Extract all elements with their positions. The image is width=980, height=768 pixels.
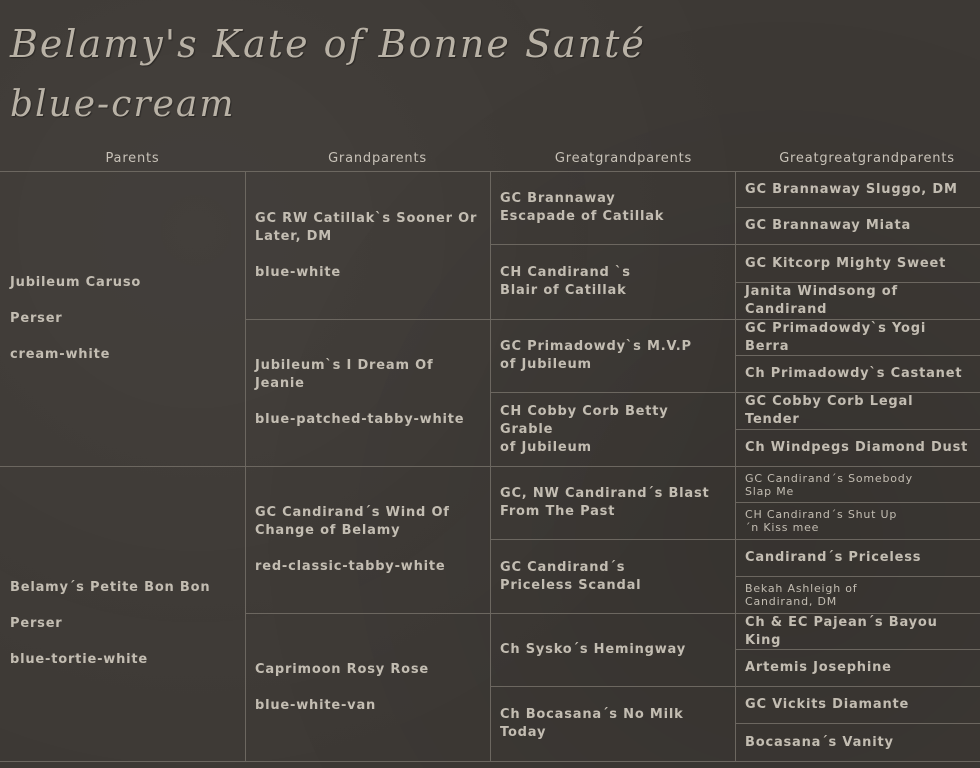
greatgrandparent-cell: CH Cobby Corb Betty Grable of Jubileum [500, 403, 669, 455]
grandparent-cell [245, 614, 490, 761]
greatgrandparent-cell: CH Candirand `s Blair of Catillak [500, 265, 631, 298]
greatgrandparent-cell: GC, NW Candirand´s Blast From The Past [500, 486, 710, 519]
parent-name: Jubileum Caruso [10, 275, 142, 290]
header-greatgrandparents: Greatgrandparents [554, 151, 693, 166]
grandparent-cell [245, 172, 490, 319]
greatgreatgrandparent-cell: Janita Windsong of Candirand [745, 284, 898, 317]
parent-breed: Perser [10, 311, 63, 326]
grandparent-cell [245, 467, 490, 613]
grandparent-color: blue-white [255, 264, 341, 280]
header-parents: Parents [105, 151, 160, 166]
grandparent-color: blue-white-van [255, 697, 377, 713]
greatgreatgrandparent-cell: GC Candirand´s Somebody Slap Me [745, 471, 913, 498]
grandparent-name: Caprimoon Rosy Rose [255, 661, 430, 677]
cat-color: blue-cream [10, 84, 236, 125]
grandparent-color: blue-patched-tabby-white [255, 412, 465, 427]
greatgrandparent-cell: GC Brannaway Escapade of Catillak [500, 191, 665, 224]
pedigree-bottom-rule [0, 761, 980, 762]
grandparent-color: red-classic-tabby-white [255, 559, 446, 574]
grandparent-name: Jubileum`s I Dream Of Jeanie [255, 358, 434, 391]
greatgrandparent-cell: Ch Bocasana´s No Milk Today [500, 707, 684, 740]
greatgreatgrandparent-cell: GC Brannaway Miata [745, 218, 912, 233]
grandparent-name: GC Candirand´s Wind Of Change of Belamy [255, 505, 450, 538]
parent-color: blue-tortie-white [10, 652, 149, 667]
parent-sire [0, 172, 245, 466]
greatgreatgrandparent-cell: Bekah Ashleigh of Candirand, DM [745, 582, 858, 608]
greatgreatgrandparent-cell: GC Kitcorp Mighty Sweet [745, 255, 947, 271]
grandparent-name: GC RW Catillak`s Sooner Or Later, DM [255, 210, 478, 244]
header-greatgreatgrandparents: Greatgreatgrandparents [779, 151, 955, 166]
greatgreatgrandparent-cell: Ch Windpegs Diamond Dust [745, 440, 969, 455]
greatgreatgrandparent-cell: GC Vickits Diamante [745, 697, 910, 712]
greatgreatgrandparent-cell: Candirand´s Priceless [745, 550, 922, 565]
greatgreatgrandparent-cell: Ch & EC Pajean´s Bayou King [745, 614, 938, 648]
greatgreatgrandparent-cell: CH Candirand´s Shut Up ´n Kiss mee [745, 508, 898, 534]
greatgreatgrandparent-cell: GC Primadowdy`s Yogi Berra [745, 320, 927, 354]
grandparent-cell [245, 320, 490, 466]
parent-breed: Perser [10, 616, 63, 631]
parent-dam [0, 467, 245, 761]
cat-name: Belamy's Kate of Bonne Santé [10, 22, 646, 66]
greatgreatgrandparent-cell: Ch Primadowdy`s Castanet [745, 366, 963, 381]
greatgreatgrandparent-cell: GC Brannaway Sluggo, DM [745, 181, 958, 197]
parent-name: Belamy´s Petite Bon Bon [10, 580, 211, 595]
header-grandparents: Grandparents [328, 151, 427, 166]
greatgreatgrandparent-cell: GC Cobby Corb Legal Tender [745, 394, 914, 427]
greatgreatgrandparent-cell: Bocasana´s Vanity [745, 734, 894, 750]
greatgrandparent-cell: Ch Sysko´s Hemingway [500, 642, 687, 657]
greatgrandparent-cell: GC Candirand´s Priceless Scandal [500, 559, 642, 593]
greatgreatgrandparent-cell: Artemis Josephine [745, 660, 892, 675]
greatgrandparent-cell: GC Primadowdy`s M.V.P of Jubileum [500, 339, 692, 372]
parent-color: cream-white [10, 347, 111, 362]
